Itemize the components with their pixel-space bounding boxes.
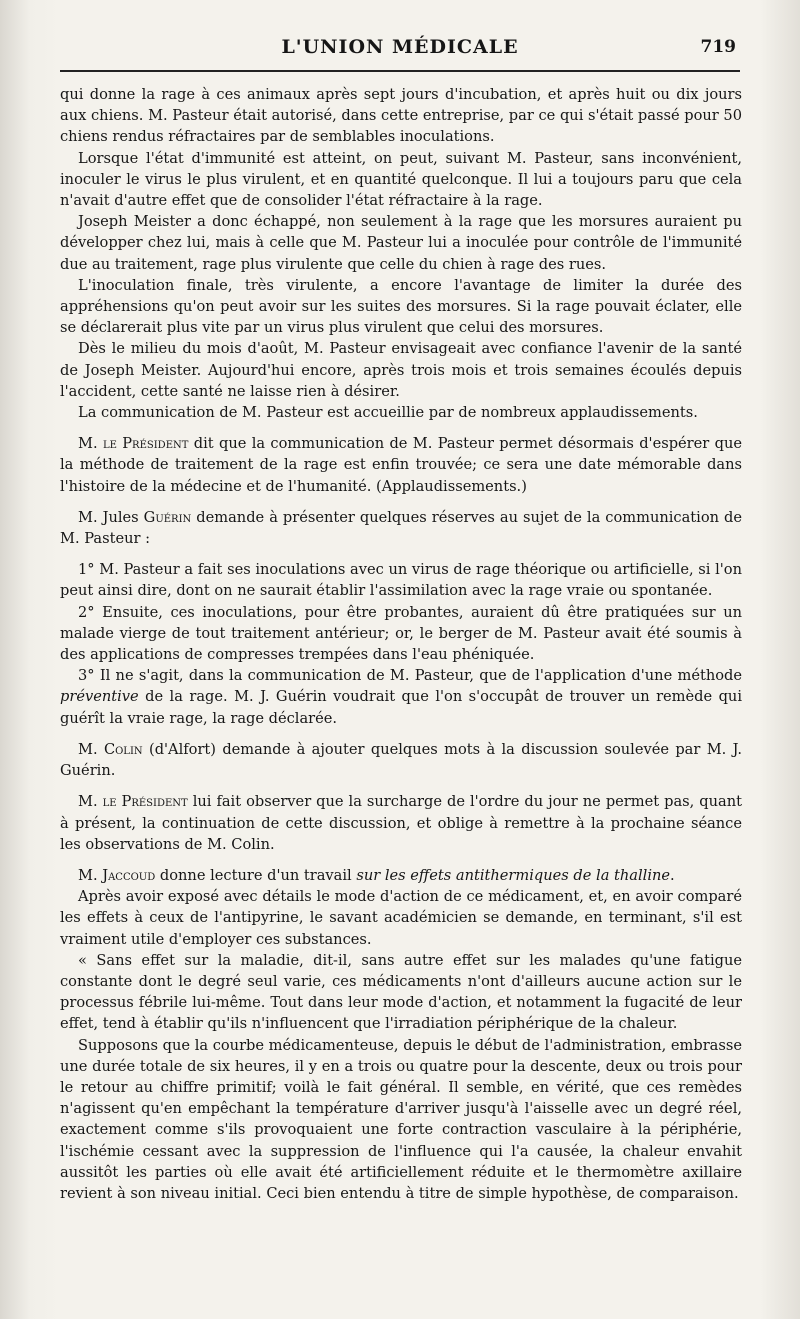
header-rule — [60, 70, 740, 72]
speaker-name: Jaccoud — [102, 866, 156, 884]
running-title: L'UNION MÉDICALE — [281, 36, 519, 58]
speaker-name: le Président — [102, 793, 188, 811]
paragraph: 3° Il ne s'agit, dans la communication de M. Pasteur, que de l'application d'une méthode préventive de la rage. M. J. Guérin voudrait que l'on s'occupât de trouver un remède qui guérît la vraie rage, la rage déclarée. — [60, 667, 742, 727]
paragraph-jaccoud: M. Jaccoud donne lecture d'un travail sur les effets antithermiques de la thalline. — [78, 866, 675, 884]
paragraph: Supposons que la courbe médicamenteuse, depuis le début de l'administration, embrasse une durée totale de six heures, il y en a trois ou quatre pour la descente, deux ou trois pour le retour au chiffre primitif; voilà le fait général. Il semble, en vérité, que ces remèdes n'agissent qu'en empêchant la température d'arriver jusqu'à l'aisselle avec un degré réel, exactement comme s'ils provoquaient une forte contraction vasculaire à la périphérie, l'ischémie cessant avec la suppression de l'influence qui l'a causée, la chaleur envahit aussitôt les parties où elle avait été artificiellement réduite et le thermomètre axillaire revient à son niveau initial. Ceci bien entendu à titre de simple hypothèse, de comparaison. — [60, 1036, 742, 1202]
speaker-name: le Président — [102, 435, 189, 453]
paragraph-president-1: M. le Président dit que la communication de M. Pasteur permet désormais d'espérer que la méthode de traitement de la rage est enfin trouvée; ce sera une date mémorable dans l'histoire de la médecine et de l'humanité. (Applaudissements.) — [60, 435, 742, 495]
paragraph: « Sans effet sur la maladie, dit-il, sans autre effet sur les malades qu'une fatigue constante dont le degré seul varie, ces médicaments n'ont d'ailleurs aucune action sur le processus fébrile lui-même. Tout dans leur mode d'action, et notamment la fugacité de leur effet, tend à établir qu'ils n'influencent que l'irradiation périphérique de la chaleur. — [60, 951, 742, 1033]
paragraph: La communication de M. Pasteur est accueillie par de nombreux applaudissements. — [78, 404, 698, 422]
paragraph-guerin: M. Jules Guérin demande à présenter quelques réserves au sujet de la communication de M. Pasteur : — [60, 508, 742, 548]
page-number: 719 — [700, 37, 736, 57]
paragraph: Lorsque l'état d'immunité est atteint, on peut, suivant M. Pasteur, sans inconvénient, inoculer le virus le plus virulent, et en quantité quelconque. Il lui a toujours paru que cela n'avait d'autre effet que de consolider l'état réfractaire à la rage. — [60, 149, 742, 210]
paragraph: L'inoculation finale, très virulente, a encore l'avantage de limiter la durée des appréhensions qu'on peut avoir sur les suites des morsures. Si la rage pouvait éclater, elle se déclarerait plus vite par un virus plus virulent que celui des morsures. — [60, 276, 742, 337]
page-header — [60, 36, 740, 66]
speaker-name: Guérin — [143, 508, 192, 526]
paragraph: Après avoir exposé avec détails le mode d'action de ce médicament, et, en avoir comparé les effets à ceux de l'antipyrine, le savant académicien se demande, en terminant, s'il est vraiment utile d'employer ces substances. — [60, 888, 742, 948]
paragraph-colin: M. Colin (d'Alfort) demande à ajouter quelques mots à la discussion soulevée par M. J. Guérin. — [60, 740, 742, 780]
paragraph-president-2: M. le Président lui fait observer que la surcharge de l'ordre du jour ne permet pas, quant à présent, la continuation de cette discussion, et oblige à remettre à la prochaine séance les observations de M. Colin. — [60, 793, 742, 853]
paragraph: Joseph Meister a donc échappé, non seulement à la rage que les morsures auraient pu développer chez lui, mais à celle que M. Pasteur lui a inoculée pour contrôle de l'immunité due au traitement, rage plus virulente que celle du chien à rage des rues. — [60, 213, 742, 273]
paragraph: 2° Ensuite, ces inoculations, pour être probantes, auraient dû être pratiquées sur un malade vierge de tout traitement antérieur; or, le berger de M. Pasteur avait été soumis à des applications de compresses trempées dans l'eau phéniquée. — [60, 603, 742, 664]
article-body — [60, 84, 742, 1204]
paragraph: qui donne la rage à ces animaux après sept jours d'incubation, et après huit ou dix jours aux chiens. M. Pasteur était autorisé, dans cette entreprise, par ce qui s'était passé pour 50 chiens rendus réfractaires par de semblables inoculations. — [60, 86, 742, 146]
speaker-name: Colin — [103, 740, 143, 758]
paragraph: Dès le milieu du mois d'août, M. Pasteur envisageait avec confiance l'avenir de la santé de Joseph Meister. Aujourd'hui encore, après trois mois et trois semaines écoulés depuis l'accident, cette santé ne laisse rien à désirer. — [60, 340, 742, 400]
paragraph: 1° M. Pasteur a fait ses inoculations avec un virus de rage théorique ou artificielle, si l'on peut ainsi dire, dont on ne saurait établir l'assimilation avec la rage vraie ou spontanée. — [60, 561, 742, 600]
